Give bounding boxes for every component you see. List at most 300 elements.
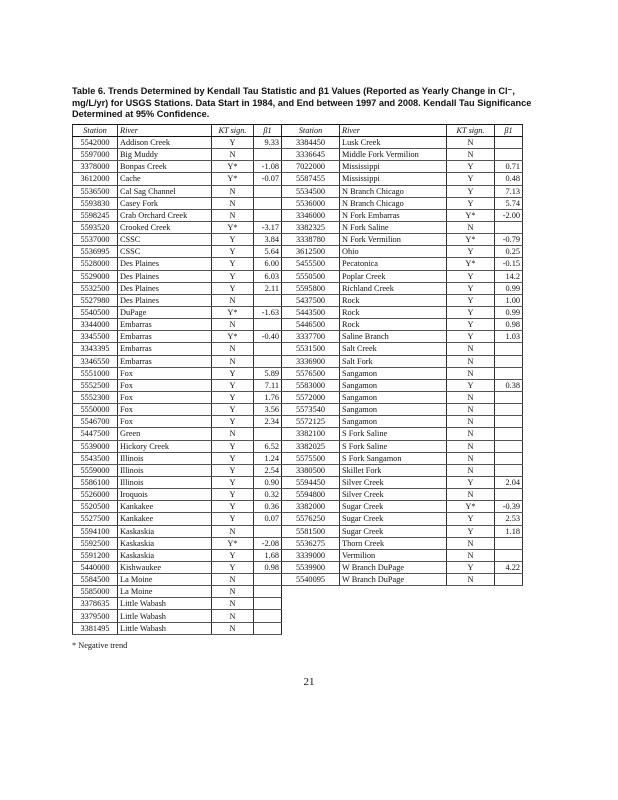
cell-beta1	[254, 610, 282, 622]
cell-beta1-2: 14.2	[495, 270, 523, 282]
table-row	[73, 525, 523, 537]
table-row	[73, 331, 523, 343]
table-row	[73, 622, 523, 634]
cell-kt-sign: Y	[212, 258, 254, 270]
cell-beta1-2	[495, 416, 523, 428]
cell-beta1	[254, 598, 282, 610]
cell-river: Hickory Creek	[118, 440, 212, 452]
cell-river-2: N Branch Chicago	[340, 185, 447, 197]
cell-station-2: 5446500	[282, 319, 340, 331]
cell-station-2: 5534500	[282, 185, 340, 197]
cell-beta1-2: 0.48	[495, 173, 523, 185]
cell-beta1: 6.03	[254, 270, 282, 282]
cell-kt-sign: Y	[212, 391, 254, 403]
table-row	[73, 464, 523, 476]
cell-beta1	[254, 294, 282, 306]
cell-station: 3343395	[73, 343, 118, 355]
cell-beta1-2: 0.99	[495, 306, 523, 318]
cell-beta1	[254, 428, 282, 440]
cell-river-2: Poplar Creek	[340, 270, 447, 282]
cell-station-2: 3380500	[282, 464, 340, 476]
cell-kt-sign: Y*	[212, 221, 254, 233]
table-row	[73, 258, 523, 270]
cell-kt-sign-2: Y	[447, 246, 495, 258]
cell-kt-sign-2: Y*	[447, 258, 495, 270]
cell-station-2: 5443500	[282, 306, 340, 318]
table-row	[73, 367, 523, 379]
cell-kt-sign-2: Y	[447, 173, 495, 185]
cell-river: CSSC	[118, 234, 212, 246]
table-row	[73, 343, 523, 355]
cell-kt-sign-2: Y	[447, 331, 495, 343]
cell-beta1: -2.08	[254, 537, 282, 549]
cell-station-2: 5540095	[282, 574, 340, 586]
table-row	[73, 294, 523, 306]
cell-kt-sign-2: Y*	[447, 209, 495, 221]
cell-beta1: 2.54	[254, 464, 282, 476]
cell-kt-sign: Y	[212, 549, 254, 561]
cell-river: Crooked Creek	[118, 221, 212, 233]
cell-river: Fox	[118, 379, 212, 391]
cell-station: 3379500	[73, 610, 118, 622]
cell-river: CSSC	[118, 246, 212, 258]
cell-river: Bonpas Creek	[118, 161, 212, 173]
cell-river: Iroquois	[118, 489, 212, 501]
cell-station-2: 5539900	[282, 561, 340, 573]
cell-river: Des Plaines	[118, 282, 212, 294]
cell-beta1: -3.17	[254, 221, 282, 233]
cell-river-2: Richland Creek	[340, 282, 447, 294]
cell-river: Embarras	[118, 343, 212, 355]
cell-beta1-2	[495, 610, 523, 622]
cell-river-2: Salt Fork	[340, 355, 447, 367]
cell-station-2	[282, 598, 340, 610]
cell-station: 5526000	[73, 489, 118, 501]
cell-beta1-2: 2.53	[495, 513, 523, 525]
cell-kt-sign-2: Y	[447, 270, 495, 282]
cell-kt-sign: N	[212, 622, 254, 634]
cell-river-2: W Branch DuPage	[340, 561, 447, 573]
table-row	[73, 404, 523, 416]
cell-river-2: Rock	[340, 294, 447, 306]
cell-beta1: 1.24	[254, 452, 282, 464]
cell-station: 3345500	[73, 331, 118, 343]
cell-station: 3381495	[73, 622, 118, 634]
trends-table	[72, 124, 523, 635]
cell-beta1-2: 0.38	[495, 379, 523, 391]
table-caption: Table 6. Trends Determined by Kendall Tau Statistic and β1 Values (Reported as Yearly Change in Cl⁻, mg/L/yr) for USGS Stations. Data Start in 1984, and End between 1997 and 2008. Kendall Tau Significance Determined at 95% Confidence.	[72, 86, 532, 120]
cell-kt-sign: N	[212, 343, 254, 355]
cell-beta1-2	[495, 428, 523, 440]
table-row	[73, 149, 523, 161]
cell-river-2: Sugar Creek	[340, 513, 447, 525]
cell-beta1	[254, 586, 282, 598]
cell-station: 5527980	[73, 294, 118, 306]
cell-kt-sign: Y	[212, 270, 254, 282]
cell-beta1	[254, 185, 282, 197]
cell-station: 5536995	[73, 246, 118, 258]
cell-river: La Moine	[118, 574, 212, 586]
cell-station: 5532500	[73, 282, 118, 294]
cell-kt-sign: Y	[212, 440, 254, 452]
cell-station-2: 3612500	[282, 246, 340, 258]
cell-station-2: 3384450	[282, 137, 340, 149]
cell-station: 5593520	[73, 221, 118, 233]
cell-station: 5550000	[73, 404, 118, 416]
cell-river: Des Plaines	[118, 294, 212, 306]
cell-river-2	[340, 622, 447, 634]
cell-beta1-2	[495, 464, 523, 476]
table-row	[73, 416, 523, 428]
cell-beta1	[254, 355, 282, 367]
table-row	[73, 561, 523, 573]
cell-river: Illinois	[118, 464, 212, 476]
cell-river-2: Vermilion	[340, 549, 447, 561]
cell-kt-sign-2: N	[447, 428, 495, 440]
cell-beta1-2	[495, 221, 523, 233]
cell-station: 5591200	[73, 549, 118, 561]
cell-station: 5540500	[73, 306, 118, 318]
cell-river: Kankakee	[118, 513, 212, 525]
cell-beta1-2	[495, 489, 523, 501]
cell-station: 3346550	[73, 355, 118, 367]
cell-kt-sign: Y*	[212, 331, 254, 343]
cell-river: Illinois	[118, 452, 212, 464]
cell-beta1-2	[495, 137, 523, 149]
table-row	[73, 501, 523, 513]
cell-beta1-2	[495, 622, 523, 634]
table-row	[73, 282, 523, 294]
cell-station-2: 3382025	[282, 440, 340, 452]
cell-kt-sign: Y	[212, 464, 254, 476]
cell-river-2	[340, 610, 447, 622]
cell-kt-sign-2: Y	[447, 513, 495, 525]
cell-river-2: S Fork Sangamon	[340, 452, 447, 464]
cell-beta1	[254, 197, 282, 209]
cell-beta1	[254, 525, 282, 537]
cell-river: Casey Fork	[118, 197, 212, 209]
cell-station-2	[282, 610, 340, 622]
cell-beta1-2	[495, 404, 523, 416]
cell-beta1: 1.76	[254, 391, 282, 403]
table-row	[73, 246, 523, 258]
cell-beta1-2	[495, 367, 523, 379]
table-row	[73, 586, 523, 598]
cell-station: 5539000	[73, 440, 118, 452]
cell-station-2: 5573540	[282, 404, 340, 416]
cell-beta1-2	[495, 586, 523, 598]
cell-river: Des Plaines	[118, 258, 212, 270]
cell-river-2	[340, 586, 447, 598]
header-beta1: β1	[254, 125, 282, 137]
cell-station-2: 3338780	[282, 234, 340, 246]
cell-river-2: Sugar Creek	[340, 501, 447, 513]
cell-river-2: Pecatonica	[340, 258, 447, 270]
cell-river: Green	[118, 428, 212, 440]
cell-kt-sign: Y*	[212, 173, 254, 185]
cell-station-2: 5594450	[282, 476, 340, 488]
page-number: 21	[303, 676, 315, 688]
cell-river: Crab Orchard Creek	[118, 209, 212, 221]
cell-station: 5447500	[73, 428, 118, 440]
cell-river: Little Wabash	[118, 598, 212, 610]
table-row	[73, 537, 523, 549]
cell-kt-sign: N	[212, 574, 254, 586]
cell-kt-sign: Y	[212, 379, 254, 391]
cell-station: 5598245	[73, 209, 118, 221]
cell-kt-sign-2: Y	[447, 476, 495, 488]
cell-beta1	[254, 319, 282, 331]
cell-kt-sign-2: Y	[447, 525, 495, 537]
cell-station-2: 5583000	[282, 379, 340, 391]
cell-kt-sign: Y*	[212, 537, 254, 549]
cell-river: Addison Creek	[118, 137, 212, 149]
cell-kt-sign-2: N	[447, 574, 495, 586]
cell-station: 5542000	[73, 137, 118, 149]
cell-kt-sign-2: N	[447, 464, 495, 476]
cell-kt-sign-2	[447, 598, 495, 610]
cell-river-2: Lusk Creek	[340, 137, 447, 149]
cell-station: 5584500	[73, 574, 118, 586]
cell-kt-sign-2: N	[447, 391, 495, 403]
cell-station-2: 5536000	[282, 197, 340, 209]
cell-kt-sign-2: N	[447, 355, 495, 367]
cell-river: Fox	[118, 416, 212, 428]
table-row	[73, 513, 523, 525]
cell-station-2: 5550500	[282, 270, 340, 282]
cell-river: Cal Sag Channel	[118, 185, 212, 197]
cell-beta1-2	[495, 574, 523, 586]
table-row	[73, 549, 523, 561]
cell-kt-sign-2: Y	[447, 561, 495, 573]
cell-station: 5593830	[73, 197, 118, 209]
cell-river-2: S Fork Saline	[340, 428, 447, 440]
cell-kt-sign-2: Y	[447, 319, 495, 331]
cell-station-2: 3382000	[282, 501, 340, 513]
cell-river: Little Wabash	[118, 622, 212, 634]
cell-kt-sign: N	[212, 598, 254, 610]
cell-beta1-2: 4.22	[495, 561, 523, 573]
cell-river: Embarras	[118, 319, 212, 331]
cell-kt-sign: Y	[212, 476, 254, 488]
cell-river-2: Silver Creek	[340, 476, 447, 488]
table-row	[73, 185, 523, 197]
header-beta1-2: β1	[495, 125, 523, 137]
cell-river: Embarras	[118, 355, 212, 367]
cell-beta1-2: 1.18	[495, 525, 523, 537]
cell-station: 5527500	[73, 513, 118, 525]
cell-station-2: 7022000	[282, 161, 340, 173]
cell-beta1-2	[495, 149, 523, 161]
cell-kt-sign-2: Y*	[447, 501, 495, 513]
cell-river-2: Sugar Creek	[340, 525, 447, 537]
cell-kt-sign: Y	[212, 367, 254, 379]
cell-beta1: 1.68	[254, 549, 282, 561]
cell-river-2: Rock	[340, 306, 447, 318]
cell-station: 5551000	[73, 367, 118, 379]
cell-beta1: 0.98	[254, 561, 282, 573]
cell-kt-sign: Y	[212, 416, 254, 428]
cell-river-2: Skillet Fork	[340, 464, 447, 476]
cell-beta1: 2.11	[254, 282, 282, 294]
cell-station-2: 5531500	[282, 343, 340, 355]
table-row	[73, 428, 523, 440]
cell-beta1-2: 1.00	[495, 294, 523, 306]
cell-kt-sign: Y	[212, 452, 254, 464]
cell-kt-sign: Y	[212, 513, 254, 525]
cell-kt-sign: Y	[212, 234, 254, 246]
cell-beta1	[254, 343, 282, 355]
cell-beta1: 7.11	[254, 379, 282, 391]
cell-river-2: Ohio	[340, 246, 447, 258]
table-row	[73, 476, 523, 488]
cell-kt-sign: Y*	[212, 306, 254, 318]
cell-kt-sign-2: Y	[447, 197, 495, 209]
cell-beta1: -0.40	[254, 331, 282, 343]
table-row	[73, 489, 523, 501]
table-row	[73, 391, 523, 403]
cell-station-2	[282, 586, 340, 598]
cell-kt-sign: N	[212, 319, 254, 331]
cell-beta1: 5.89	[254, 367, 282, 379]
table-row	[73, 197, 523, 209]
cell-river-2: W Branch DuPage	[340, 574, 447, 586]
cell-kt-sign: Y	[212, 282, 254, 294]
cell-river: Big Muddy	[118, 149, 212, 161]
cell-beta1: 6.00	[254, 258, 282, 270]
cell-station: 3612000	[73, 173, 118, 185]
table-row	[73, 161, 523, 173]
cell-beta1	[254, 149, 282, 161]
cell-kt-sign: Y	[212, 246, 254, 258]
cell-station: 5546700	[73, 416, 118, 428]
cell-kt-sign-2: N	[447, 537, 495, 549]
table-row	[73, 440, 523, 452]
table-row	[73, 598, 523, 610]
header-station-2: Station	[282, 125, 340, 137]
cell-beta1-2: 0.99	[495, 282, 523, 294]
cell-river: Little Wabash	[118, 610, 212, 622]
cell-kt-sign-2: N	[447, 221, 495, 233]
cell-beta1-2: -2.00	[495, 209, 523, 221]
cell-beta1-2: -0.39	[495, 501, 523, 513]
cell-river: Kaskaskia	[118, 549, 212, 561]
cell-kt-sign: Y	[212, 404, 254, 416]
cell-beta1: 9.33	[254, 137, 282, 149]
header-station: Station	[73, 125, 118, 137]
cell-kt-sign-2: Y	[447, 294, 495, 306]
cell-station: 5537000	[73, 234, 118, 246]
cell-kt-sign: N	[212, 610, 254, 622]
cell-station-2: 3336645	[282, 149, 340, 161]
table-row	[73, 173, 523, 185]
cell-river: Kaskaskia	[118, 525, 212, 537]
header-river: River	[118, 125, 212, 137]
cell-beta1: -1.08	[254, 161, 282, 173]
table-row	[73, 137, 523, 149]
cell-station: 5559000	[73, 464, 118, 476]
cell-river-2: Silver Creek	[340, 489, 447, 501]
cell-beta1: 5.64	[254, 246, 282, 258]
cell-station-2	[282, 622, 340, 634]
cell-station: 5536500	[73, 185, 118, 197]
cell-river-2: Mississippi	[340, 161, 447, 173]
cell-beta1: 0.32	[254, 489, 282, 501]
cell-beta1-2	[495, 549, 523, 561]
cell-beta1-2	[495, 537, 523, 549]
cell-kt-sign-2: N	[447, 440, 495, 452]
cell-kt-sign: N	[212, 149, 254, 161]
table-row	[73, 270, 523, 282]
cell-river-2: Sangamon	[340, 379, 447, 391]
cell-river: Kaskaskia	[118, 537, 212, 549]
cell-kt-sign-2: N	[447, 367, 495, 379]
cell-kt-sign: Y*	[212, 161, 254, 173]
table-row	[73, 452, 523, 464]
cell-river: Kishwaukee	[118, 561, 212, 573]
table-row	[73, 574, 523, 586]
cell-river-2: N Fork Embarras	[340, 209, 447, 221]
table-row	[73, 221, 523, 233]
cell-beta1-2	[495, 452, 523, 464]
cell-beta1	[254, 622, 282, 634]
cell-river-2: Rock	[340, 319, 447, 331]
cell-kt-sign-2	[447, 610, 495, 622]
cell-kt-sign-2: Y*	[447, 234, 495, 246]
cell-station-2: 5437500	[282, 294, 340, 306]
cell-kt-sign-2	[447, 586, 495, 598]
cell-river: Illinois	[118, 476, 212, 488]
cell-station: 5543500	[73, 452, 118, 464]
cell-river-2: N Fork Vermilion	[340, 234, 447, 246]
cell-river-2	[340, 598, 447, 610]
cell-station: 5594100	[73, 525, 118, 537]
cell-river: Fox	[118, 404, 212, 416]
header-river-2: River	[340, 125, 447, 137]
cell-station: 5552300	[73, 391, 118, 403]
cell-kt-sign-2: N	[447, 416, 495, 428]
cell-kt-sign: Y	[212, 489, 254, 501]
cell-kt-sign-2: Y	[447, 282, 495, 294]
cell-beta1-2	[495, 355, 523, 367]
header-row	[73, 125, 523, 137]
footnote: * Negative trend	[72, 641, 128, 650]
cell-station: 5592500	[73, 537, 118, 549]
cell-river-2: S Fork Saline	[340, 440, 447, 452]
cell-river-2: N Branch Chicago	[340, 197, 447, 209]
cell-river-2: Sangamon	[340, 416, 447, 428]
cell-beta1: -0.07	[254, 173, 282, 185]
header-kt-sign: KT sign.	[212, 125, 254, 137]
cell-beta1: 0.90	[254, 476, 282, 488]
table-row	[73, 209, 523, 221]
cell-river-2: Thorn Creek	[340, 537, 447, 549]
cell-kt-sign-2	[447, 622, 495, 634]
cell-river-2: Sangamon	[340, 367, 447, 379]
cell-kt-sign: N	[212, 355, 254, 367]
cell-river-2: Saline Branch	[340, 331, 447, 343]
cell-station-2: 3336900	[282, 355, 340, 367]
cell-station: 3344000	[73, 319, 118, 331]
cell-kt-sign-2: N	[447, 549, 495, 561]
cell-kt-sign-2: N	[447, 404, 495, 416]
cell-station-2: 5587455	[282, 173, 340, 185]
cell-station-2: 5575500	[282, 452, 340, 464]
cell-beta1: 3.84	[254, 234, 282, 246]
cell-river: Fox	[118, 367, 212, 379]
cell-station-2: 5581500	[282, 525, 340, 537]
cell-beta1-2	[495, 343, 523, 355]
